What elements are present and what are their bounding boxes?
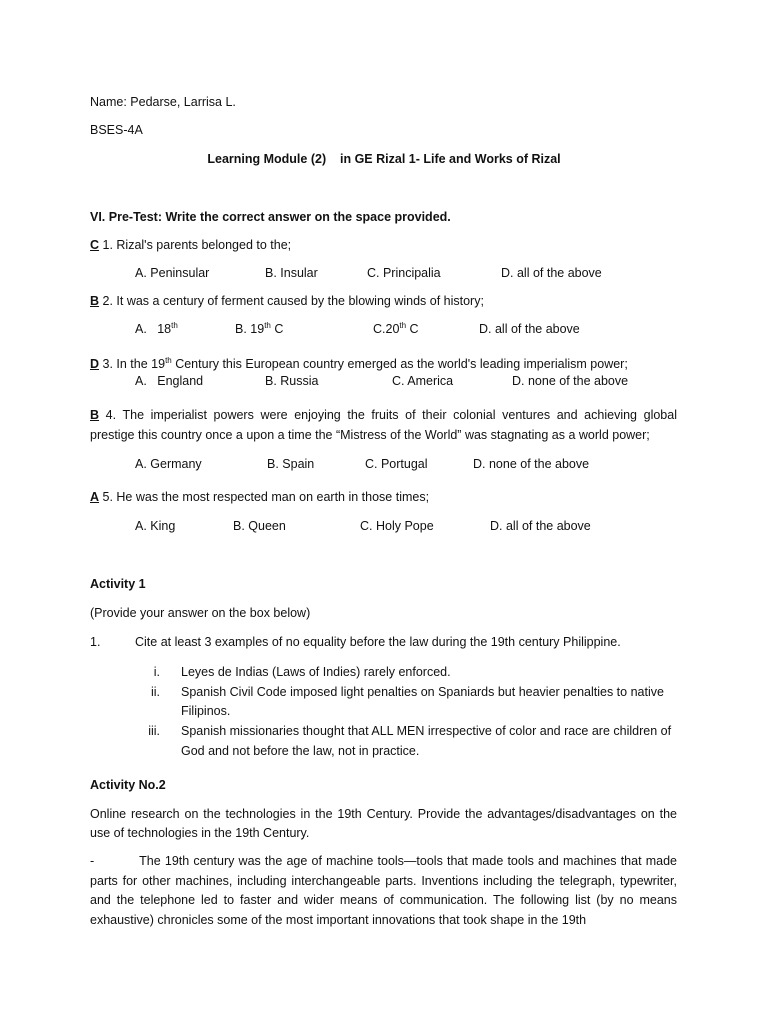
q1-choice-a: A. Peninsular	[135, 266, 210, 280]
activity1-heading: Activity 1	[90, 577, 146, 591]
q5-choice-a: A. King	[135, 519, 176, 533]
module-title: Learning Module (2) in GE Rizal 1- Life and Works of Rizal	[207, 152, 561, 166]
question-2	[90, 293, 484, 309]
question-3	[90, 356, 628, 372]
q5-choice-d: D. all of the above	[490, 519, 591, 533]
activity1-note: (Provide your answer on the box below)	[90, 606, 311, 620]
q2-choice-b	[235, 321, 283, 337]
q2-choice-b-sup: th	[264, 320, 271, 330]
question-4-text: 4. The imperialist powers were enjoying the fruits of their colonial ventures and achieving global prestige this country once a upon a time the “Mistress of the World” was stagnating as a world power;	[90, 408, 677, 442]
sub-item-num-iii: iii.	[148, 724, 160, 738]
q2-choice-c-suffix: C	[406, 322, 419, 336]
sub-item-iii-line-1: Spanish missionaries thought that ALL MEN irrespective of color and race are children of	[181, 724, 672, 738]
question-1	[90, 237, 291, 253]
sub-item-iii-line-2: God and not before the law, not in practice.	[181, 744, 420, 758]
q3-choice-d: D. none of the above	[512, 374, 629, 388]
q2-choice-c-sup: th	[399, 320, 407, 330]
sub-item-i-line-1: Leyes de Indias (Laws of Indies) rarely enforced.	[181, 665, 451, 679]
sub-item-ii-line-1: Spanish Civil Code imposed light penalties on Spaniards but heavier penalties to native	[181, 685, 664, 699]
q1-choice-b: B. Insular	[265, 266, 318, 280]
answer-1: C	[90, 238, 100, 252]
q1-choice-d: D. all of the above	[501, 266, 602, 280]
question-5-text: 5. He was the most respected man on earth in those times;	[99, 490, 430, 504]
question-5	[90, 489, 429, 505]
activity1-item-text: Cite at least 3 examples of no equality before the law during the 19th century Philippine.	[135, 635, 621, 649]
question-3-text-b: Century this European country emerged as the world's leading imperialism power;	[171, 357, 628, 371]
question-2-text: 2. It was a century of ferment caused by the blowing winds of history;	[99, 294, 484, 308]
pretest-heading: VI. Pre-Test: Write the correct answer on the space provided.	[90, 210, 451, 224]
q4-choice-a: A. Germany	[135, 457, 202, 471]
q2-choice-c-text: C.20	[373, 322, 400, 336]
question-3-text-a: 3. In the 19	[99, 357, 166, 371]
q5-choice-b: B. Queen	[233, 519, 286, 533]
answer-3: D	[90, 357, 100, 371]
q4-choice-c: C. Portugal	[365, 457, 428, 471]
student-section: BSES-4A	[90, 123, 143, 137]
activity1-item-number: 1.	[90, 635, 101, 649]
student-name: Name: Pedarse, Larrisa L.	[90, 95, 236, 109]
q2-choice-c	[373, 321, 419, 337]
q2-choice-d: D. all of the above	[479, 322, 580, 336]
q2-choice-a-sup: th	[171, 320, 178, 330]
q2-choice-b-text: B. 19	[235, 322, 265, 336]
q5-choice-c: C. Holy Pope	[360, 519, 434, 533]
q4-choice-b: B. Spain	[267, 457, 315, 471]
question-3-sup: th	[165, 355, 172, 365]
activity2-body	[90, 852, 677, 930]
q1-choice-c: C. Principalia	[367, 266, 441, 280]
sub-item-num-ii: ii.	[150, 685, 160, 699]
answer-2: B	[90, 294, 100, 308]
question-4	[90, 406, 677, 445]
q2-choice-b-suffix: C	[270, 322, 284, 336]
q2-choice-a	[135, 321, 178, 337]
answer-5: A	[90, 490, 100, 504]
activity2-dash: -	[90, 854, 95, 868]
activity2-heading: Activity No.2	[90, 778, 166, 792]
q3-choice-c: C. America	[392, 374, 454, 388]
activity2-intro: Online research on the technologies in the 19th Century. Provide the advantages/disadvantages on the use of technologies in the 19th Century.	[90, 807, 677, 840]
activity2-body-text: The 19th century was the age of machine tools—tools that made tools and machines that made parts for other machines, including interchangeable parts. Inventions including the telegraph, typewriter, and the telephone led to faster and wider means of communication. The following list (by no means exhaustive) chronicles some of the most important innovations that took shape in the 19th	[90, 854, 677, 927]
sub-item-num-i: i.	[153, 665, 160, 679]
q4-choice-d: D. none of the above	[473, 457, 590, 471]
sub-item-ii-line-2: Filipinos.	[181, 704, 231, 718]
q2-choice-a-text: A. 18	[135, 322, 172, 336]
q3-choice-a: A. England	[135, 374, 204, 388]
q3-choice-b: B. Russia	[265, 374, 319, 388]
question-1-text: 1. Rizal's parents belonged to the;	[99, 238, 292, 252]
answer-4: B	[90, 408, 100, 422]
